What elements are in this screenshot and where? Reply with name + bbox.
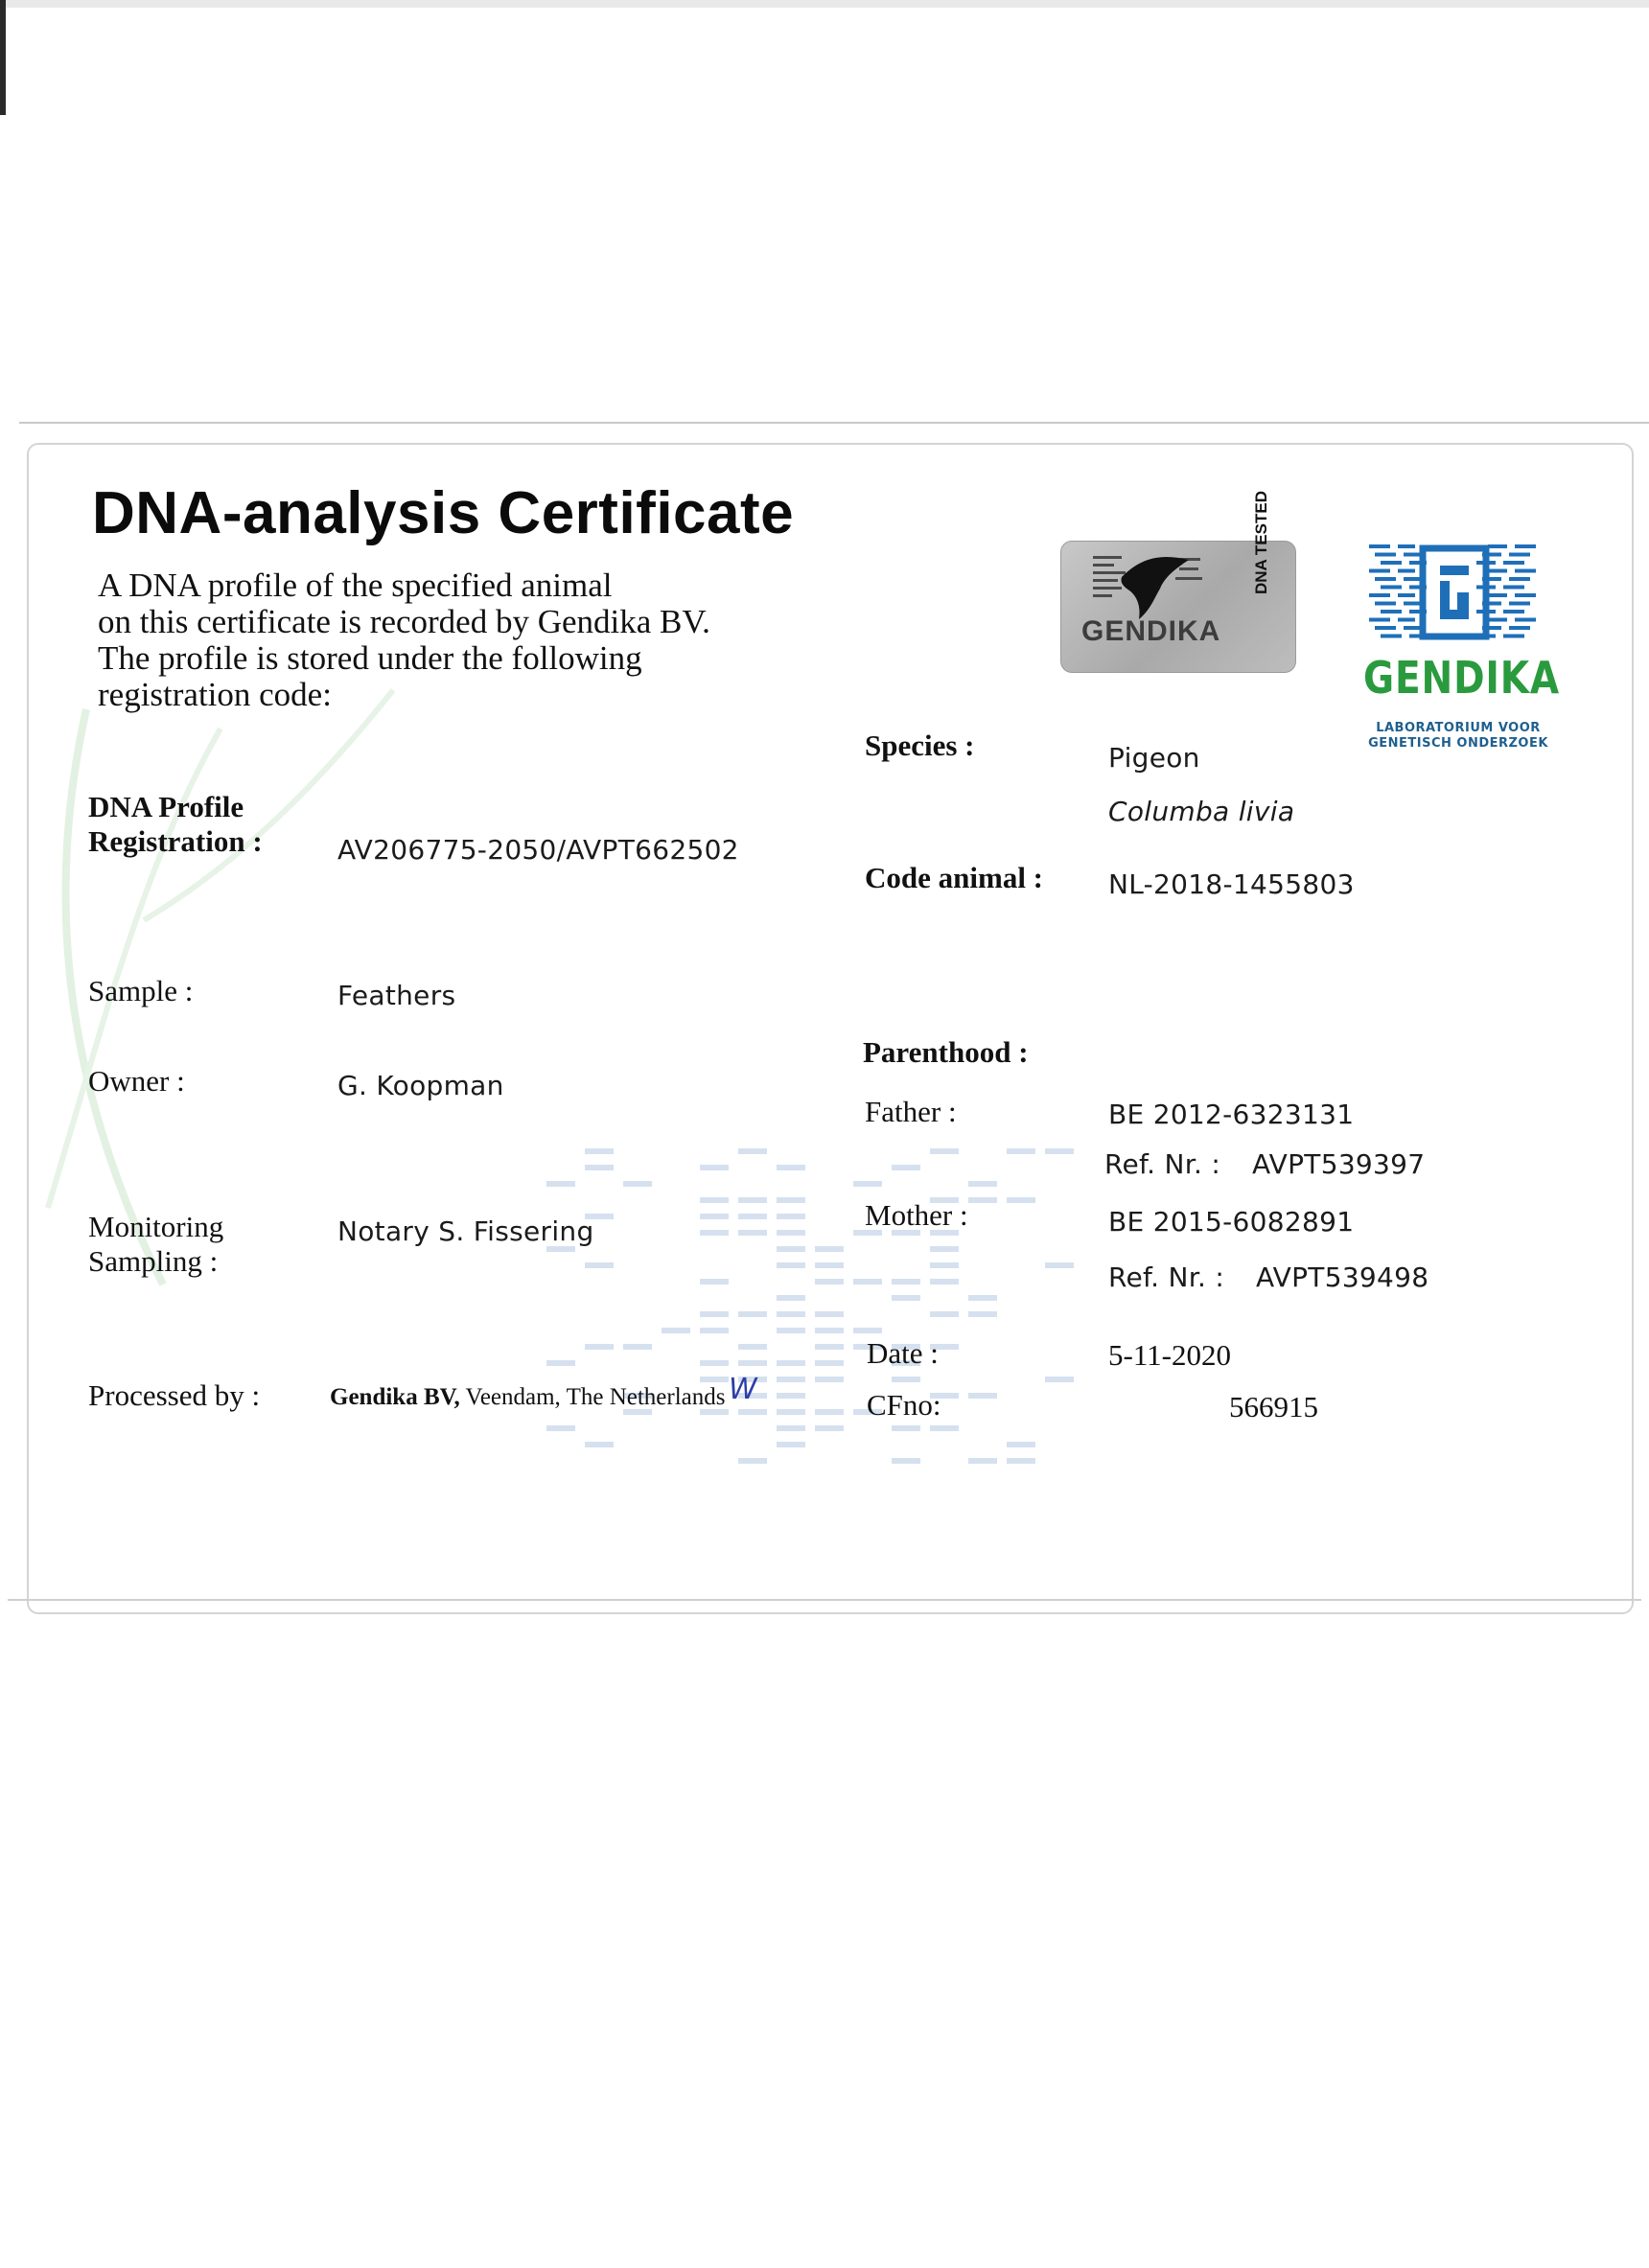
- processed-by-label: Processed by :: [88, 1378, 261, 1412]
- intro-line: The profile is stored under the following: [98, 639, 642, 677]
- monitoring-label-line1: Monitoring: [88, 1210, 224, 1243]
- monitoring-value: Notary S. Fissering: [337, 1215, 594, 1247]
- mother-label: Mother :: [865, 1198, 968, 1232]
- species-label: Species :: [865, 729, 975, 762]
- scan-edge-top: [0, 0, 1649, 8]
- dna-bands-watermark: [537, 1141, 1131, 1505]
- gendika-subtitle-line2: GENETISCH ONDERZOEK: [1368, 736, 1548, 751]
- species-latin: Columba livia: [1108, 796, 1295, 827]
- intro-line: registration code:: [98, 676, 332, 713]
- registration-label-line1: DNA Profile: [88, 790, 244, 823]
- eagle-icon: [1083, 548, 1218, 623]
- intro-text: [98, 567, 769, 713]
- mother-ref-label: Ref. Nr. :: [1108, 1261, 1225, 1293]
- processed-by-company: Gendika BV,: [330, 1384, 460, 1410]
- code-animal-value: NL-2018-1455803: [1108, 868, 1355, 900]
- intro-line: on this certificate is recorded by Gendika BV.: [98, 603, 710, 640]
- mother-ref-value: AVPT539498: [1256, 1261, 1429, 1293]
- monitoring-label-line2: Sampling :: [88, 1244, 219, 1278]
- father-ref-label: Ref. Nr. :: [1104, 1148, 1221, 1180]
- scan-edge-left: [0, 0, 6, 115]
- owner-value: G. Koopman: [337, 1070, 504, 1101]
- sample-value: Feathers: [337, 980, 456, 1011]
- card-shadow-bottom: [8, 1599, 1641, 1601]
- intro-line: A DNA profile of the specified animal: [98, 567, 613, 604]
- father-value: BE 2012-6323131: [1108, 1099, 1355, 1130]
- card-shadow-top: [19, 422, 1649, 424]
- owner-label: Owner :: [88, 1064, 185, 1098]
- processed-by-value: [330, 1384, 726, 1411]
- monitoring-label: [88, 1210, 223, 1279]
- registration-label-line2: Registration :: [88, 824, 263, 858]
- gendika-brand-name: GENDIKA: [1363, 652, 1561, 704]
- code-animal-label: Code animal :: [865, 861, 1043, 894]
- date-value: 5-11-2020: [1108, 1338, 1231, 1372]
- species-common: Pigeon: [1108, 742, 1200, 774]
- gendika-subtitle-line1: LABORATORIUM VOOR: [1376, 721, 1541, 735]
- sample-label: Sample :: [88, 974, 194, 1007]
- cfno-label: CFno:: [867, 1388, 941, 1422]
- gendika-subtitle: [1367, 721, 1549, 752]
- gendika-logo-icon: [1365, 539, 1544, 646]
- date-label: Date :: [867, 1336, 939, 1370]
- parenthood-label: Parenthood :: [863, 1035, 1029, 1069]
- processed-by-location: Veendam, The Netherlands: [465, 1384, 726, 1410]
- father-ref-value: AVPT539397: [1252, 1148, 1426, 1180]
- registration-value: AV206775-2050/AVPT662502: [337, 834, 739, 866]
- mother-value: BE 2015-6082891: [1108, 1206, 1355, 1238]
- registration-label: [88, 790, 263, 859]
- signature-mark: W: [729, 1373, 757, 1406]
- sticker-tag: DNA TESTED: [1252, 491, 1270, 594]
- certificate-title: DNA-analysis Certificate: [92, 480, 795, 546]
- sticker-brand: GENDIKA: [1081, 615, 1221, 647]
- father-label: Father :: [865, 1095, 957, 1128]
- cfno-value: 566915: [1229, 1390, 1318, 1423]
